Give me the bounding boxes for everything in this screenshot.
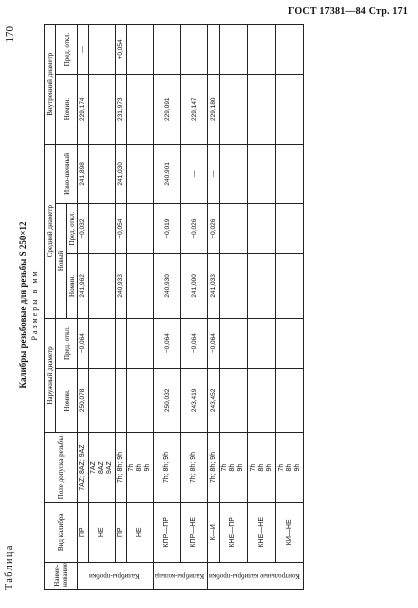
cell-od-nom: 250,032 (154, 368, 181, 433)
col-outer: Наружный диаметр (45, 318, 56, 432)
cell-id-nom (89, 74, 116, 144)
cell-field: 7AZ 8AZ 9AZ (89, 433, 116, 503)
cell-md-worn: 240,901 (154, 144, 181, 204)
units-note: Размеры в мм (30, 269, 39, 341)
cell-od-nom: 243,419 (181, 368, 208, 433)
cell-id-nom: 229,180 (208, 74, 219, 144)
cell-md-nom (248, 254, 276, 319)
page-number: 170 (4, 26, 16, 43)
cell-md-nom (276, 254, 304, 319)
table-row (276, 25, 304, 590)
group-label: Контрольные калибры-пробки (208, 562, 304, 589)
cell-md-nom: 240,930 (154, 254, 181, 319)
table-row (154, 25, 181, 590)
cell-od-dev (116, 318, 127, 368)
table-row (181, 25, 208, 590)
gauges-table (44, 24, 304, 590)
cell-id-dev (219, 25, 247, 75)
table-row (248, 25, 276, 590)
cell-od-nom (127, 368, 154, 433)
cell-md-worn (127, 144, 154, 204)
cell-od-dev: −0,064 (154, 318, 181, 368)
table-row (127, 25, 154, 590)
col-inner-nom: Номин. (56, 74, 78, 144)
cell-od-dev (89, 318, 116, 368)
group-label: Калибры-пробки (78, 562, 154, 589)
cell-id-dev: +0,054 (116, 25, 127, 75)
cell-id-nom (127, 74, 154, 144)
group-label: Калибры-кольца (154, 562, 208, 589)
cell-kind: ПР (116, 502, 127, 562)
col-inner-dev: Пред. откл. (56, 25, 78, 75)
cell-md-dev (127, 204, 154, 254)
cell-md-nom: 240,933 (116, 254, 127, 319)
cell-field: 7AZ; 8AZ; 9AZ (78, 433, 89, 503)
cell-od-nom (89, 368, 116, 433)
cell-field: 7h 8h 9h (276, 433, 304, 503)
cell-od-nom (116, 368, 127, 433)
cell-od-dev (219, 318, 247, 368)
col-mean-dev: Пред. откл. (67, 204, 78, 254)
col-outer-nom: Номин. (56, 368, 78, 433)
cell-kind: К—И (208, 502, 219, 562)
cell-id-nom: 231,973 (116, 74, 127, 144)
cell-md-dev: −0,026 (181, 204, 208, 254)
col-kind: Вид калибра (45, 502, 78, 562)
cell-id-dev (154, 25, 181, 75)
page-header: ГОСТ 17381—84 Стр. 171 (288, 6, 408, 17)
col-field: Поле допуска резьбы (45, 433, 78, 503)
col-mean: Средний диаметр (45, 144, 56, 318)
cell-field: 7h 8h 9h (219, 433, 247, 503)
cell-md-worn: 241,030 (116, 144, 127, 204)
cell-kind: КПР—ПР (154, 502, 181, 562)
cell-md-dev: −0,019 (154, 204, 181, 254)
cell-kind: КПР—НЕ (181, 502, 208, 562)
cell-md-dev (276, 204, 304, 254)
table-label: Таблица (4, 544, 15, 590)
cell-kind: КИ—НЕ (276, 502, 304, 562)
cell-id-nom: 229,174 (78, 74, 89, 144)
col-name: Наиме-нование (45, 562, 78, 589)
col-mean-nom: Номин. (67, 254, 78, 319)
col-outer-dev: Пред. откл. (56, 318, 78, 368)
cell-od-dev (248, 318, 276, 368)
cell-md-worn: — (181, 144, 208, 204)
cell-od-dev: −0,064 (181, 318, 208, 368)
cell-md-nom (127, 254, 154, 319)
cell-id-dev (248, 25, 276, 75)
cell-md-nom: 241,033 (208, 254, 219, 319)
cell-od-nom (276, 368, 304, 433)
cell-kind: НЕ (89, 502, 116, 562)
table-row (116, 25, 127, 590)
cell-id-dev (181, 25, 208, 75)
cell-field: 7h; 8h; 9h (181, 433, 208, 503)
table-row (208, 25, 219, 590)
cell-kind: КНЕ—ПР (219, 502, 247, 562)
cell-id-nom (248, 74, 276, 144)
cell-kind: КНЕ—НЕ (248, 502, 276, 562)
cell-md-dev: −0,054 (116, 204, 127, 254)
cell-md-dev (89, 204, 116, 254)
cell-id-nom: 229,091 (154, 74, 181, 144)
col-mean-worn: Изно-шенный (56, 144, 78, 204)
cell-od-nom: 243,452 (208, 368, 219, 433)
table-row (89, 25, 116, 590)
col-mean-new: Новый (56, 204, 67, 318)
cell-md-nom (89, 254, 116, 319)
cell-md-worn: 241,898 (78, 144, 89, 204)
cell-md-worn (276, 144, 304, 204)
cell-od-nom (248, 368, 276, 433)
cell-od-dev: −0,064 (78, 318, 89, 368)
cell-md-worn: — (208, 144, 219, 204)
cell-field: 7h 8h 9h (248, 433, 276, 503)
cell-id-dev: — (78, 25, 89, 75)
cell-id-nom (276, 74, 304, 144)
cell-md-dev: −0,026 (208, 204, 219, 254)
col-inner: Внутренний диаметр (45, 25, 56, 145)
cell-md-dev (248, 204, 276, 254)
cell-field: 7h; 8h; 9h (208, 433, 219, 503)
cell-od-nom (219, 368, 247, 433)
table-caption: Калибры резьбовые для резьбы S 250×12 (18, 221, 28, 389)
cell-md-worn (89, 144, 116, 204)
cell-id-nom (219, 74, 247, 144)
table-row (219, 25, 247, 590)
rotated-page (4, 20, 408, 590)
cell-id-dev (208, 25, 219, 75)
cell-od-dev: −0,064 (208, 318, 219, 368)
cell-field: 7h 8h 9h (127, 433, 154, 503)
cell-field: 7h; 8h; 9h (116, 433, 127, 503)
cell-md-nom (219, 254, 247, 319)
cell-id-dev (276, 25, 304, 75)
cell-id-dev (89, 25, 116, 75)
cell-md-dev (219, 204, 247, 254)
cell-md-dev: −0,032 (78, 204, 89, 254)
cell-md-nom: 241,962 (78, 254, 89, 319)
cell-md-nom: 241,000 (181, 254, 208, 319)
cell-md-worn (248, 144, 276, 204)
cell-kind: ПР (78, 502, 89, 562)
cell-kind: НЕ (127, 502, 154, 562)
cell-id-nom: 229,147 (181, 74, 208, 144)
cell-od-nom: 250,078 (78, 368, 89, 433)
cell-od-dev (127, 318, 154, 368)
table-body (78, 25, 304, 590)
cell-md-worn (219, 144, 247, 204)
cell-id-dev (127, 25, 154, 75)
cell-field: 7h; 8h; 9h (154, 433, 181, 503)
cell-od-dev (276, 318, 304, 368)
table-row (78, 25, 89, 590)
